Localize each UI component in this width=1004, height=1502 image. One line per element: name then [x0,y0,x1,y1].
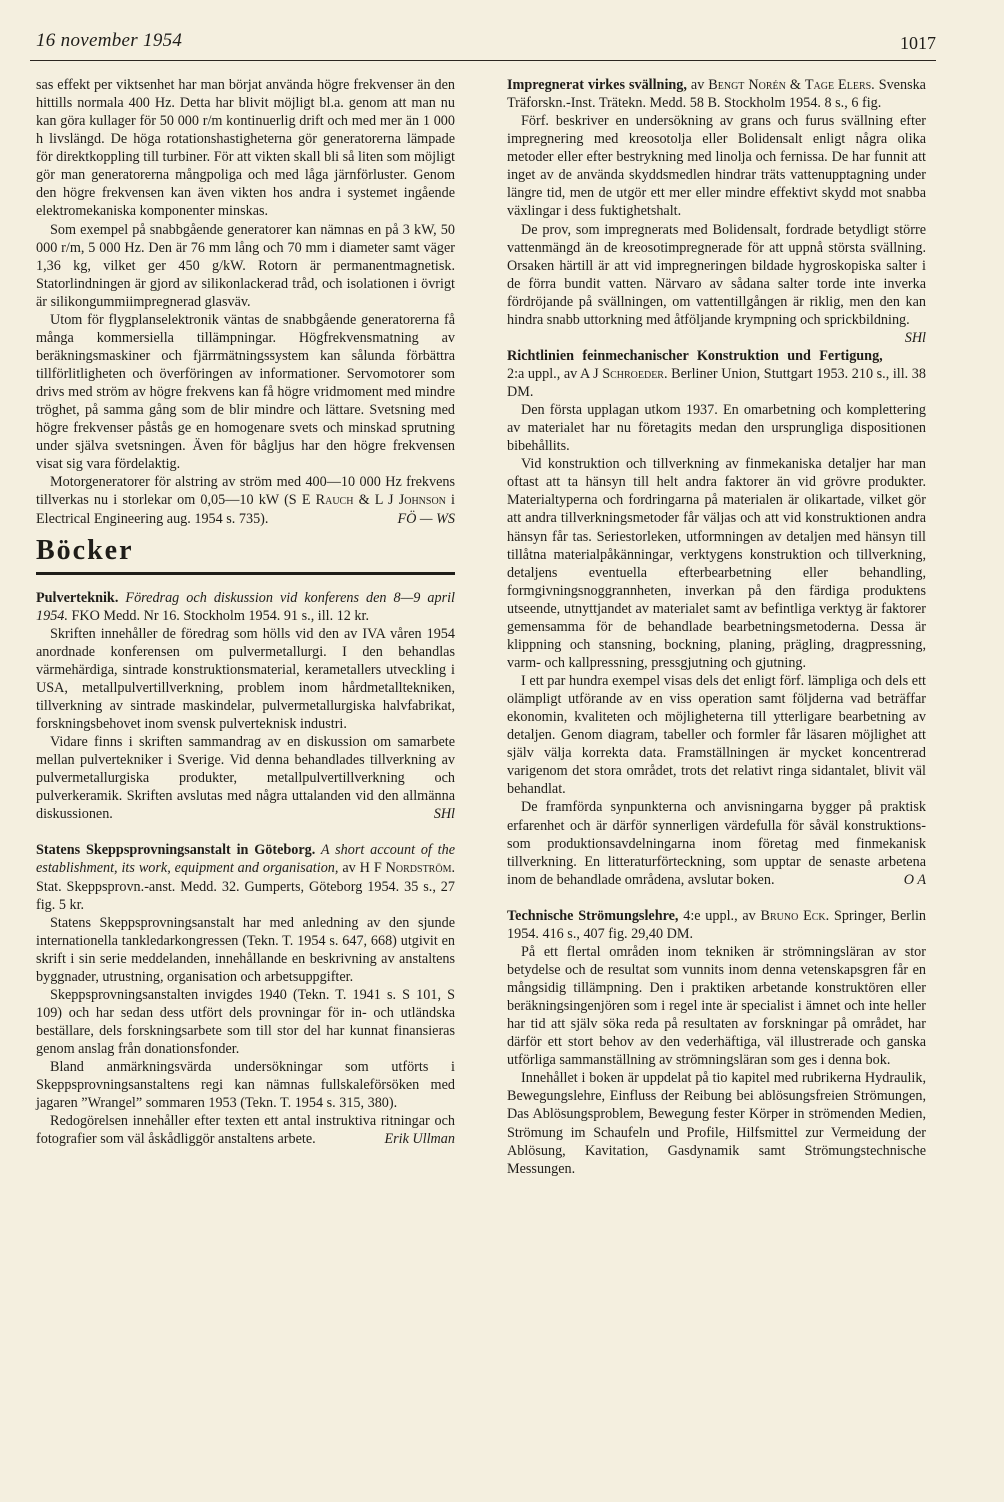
spacer [507,889,926,907]
text: av [686,77,709,93]
signature: FÖ — WS [397,510,455,527]
paragraph: Förf. beskriver en undersökning av grans och furus svällning efter impregnering med kreosotolja eller Bolidensalt enligt några olika metoder eller efter bestrykning med linolja och fernissa. De har funnit att inget av de använda skyddsmedlen hindrar träts vattenupptagning under längre tid, men de utgör ett mer eller mindre effektivt skydd mot snabba växlingar i dess fuktighetshalt. [507,113,926,220]
paragraph: Utom för flygplanselektronik väntas de snabbgående generatorerna få många kommersiella tillämpningar. Högfrekvensmatning av beräkningsmaskiner och fjärrmätningssystem kan sålunda förbättra tillförlitligheten och överföringen av informationer. Servomotorer som drivs med ström av högre frekvens kan få högre vridmoment med mindre tröghet, på samma gång som de blir mindre och lättare. Svetsning med högre frekvenser påstås ge en homogenare svets och minskad sprutning under själva svetsningen. Även för bågljus har den högre frekvensen visat sig vara fördelaktig. [36,311,455,473]
spacer [36,823,455,841]
book-subtitle: Föredrag och diskussion vid konferens den 8—9 april 1954. [36,589,455,624]
section-rule [36,572,455,575]
text: & L J [353,492,399,509]
paragraph [507,798,926,888]
header-rule [30,60,936,61]
text: av H F [338,860,386,877]
book-meta: . Springer, Berlin 1954. 416 s., 407 fig. 29,40 DM. [507,907,926,942]
author-name: Schroeder [602,365,664,382]
paragraph: Statens Skeppsprovningsanstalt har med anledning av den sjunde internationella tankledarkongressen (Tekn. T. 1954 s. 647, 668) utgivit en skrift i sin serie meddelanden, innehållande en beskrivning av anstaltens byggnader, utrustning, organisation och arbetsuppgifter. [36,914,455,985]
text: Vidare finns i skriften sammandrag av en diskussion om samarbete mellan pulvertekniker i Sverige. Vid denna behandlades tillverkning av pulvermetallurgiska produkter, metallpulvertillverkning och pulverkeramik. Skriften avslutas med några uttalanden vid den allmänna diskussionen. [36,734,455,823]
author-name: Rauch [315,492,354,509]
text: 2:a uppl., av A J [507,365,603,382]
paragraph: I ett par hundra exempel visas dels det enligt förf. lämpliga och dels ett olämpligt utförande av en viss operation samt följderna vad beträffar ekonomin, kvaliteten och möjligheterna till ytterligare bearbetning av detaljen. Genom diagram, tabeller och formler får läsaren möjlighet att själv välja korrekta data. Framställningen är mycket koncentrerad varigenom det stora området, trots det relativt ringa sidantalet, blivit väl behandlat. [507,673,926,798]
book-title: Technische Strömungslehre, [507,907,679,924]
paragraph: Som exempel på snabbgående generatorer kan nämnas en på 3 kW, 50 000 r/m, 5 000 Hz. Den är 76 mm lång och 70 mm i diameter samt väger 1,36 kg, vilket ger 450 g/kW. Rotorn är permanentmagnetisk. Statorlindningen är gjord av silikonlackerad tråd, och isolationen i övrigt är silikongummiimpregnerad glasväv. [36,221,455,310]
paragraph: Bland anmärkningsvärda undersökningar som utförts i Skeppsprovningsanstaltens regi kan nämnas fullskaleförsöken med jagaren ”Wrangel” sommaren 1953 (Tekn. T. 1954 s. 315, 380). [36,1059,455,1112]
text: Redogörelsen innehåller efter texten ett antal instruktiva ritningar och fotografier som väl åskådliggör anstaltens arbete. [36,1113,455,1148]
signature: Erik Ullman [384,1131,455,1148]
book-title: Impregnerat virkes svällning, [507,77,687,93]
paragraph [36,733,455,823]
paragraph: På ett flertal områden inom tekniken är strömningsläran av stor betydelse och de resultat som vunnits inom denna vetenskapsgren får en mångsidig tillämpning. Den i praktiken arbetande konstruktören eller beräkningsingenjören som i regel inte är specialist i ämnet och inte heller har tid att själv söka reda på resultaten av forskningar på området, har därför ett stort behov av den vederhäftiga, väl illustrerade och ganska utförliga sammanställning av strömningsläran som ges i denna bok. [507,943,926,1069]
book-review-heading [507,347,926,401]
author-name: Tage Elers [804,77,872,93]
paragraph: Den första upplagan utkom 1937. En omarbetning och komplettering av materialet har nu företagits medan den ursprungliga dispositionen bibehållits. [507,402,926,455]
book-meta: . Svenska Träforskn.-Inst. Trätekn. Medd. 58 B. Stockholm 1954. 8 s., 6 fig. [507,77,926,112]
signature: SHl [433,806,455,823]
left-column [36,76,455,1148]
paragraph: Vid konstruktion och tillverkning av finmekaniska detaljer har man oftast att ta hänsyn till helt andra faktorer än vid grövre produkter. Materialtyperna och fordringarna på materialen är olikartade, vilket gör att andra tillverkningsmetoder får väljas och att vid konstruktionen andra hänsyn får tas. Seriestorleken, utformningen av detaljen med hänsyn till tillåtna materialpåkänningar, verktygens konstruktion och tillverkning, detaljens eventuella efterbearbetning eller behandling, formgivningsnoggrannheten, inverkan på den färdiga produktens utseende, utnyttjandet av materialet samt av befintliga verktyg är faktorer gemensamma för de behandlade bearbetningsmetoderna. Dessa är klippning och stansning, bockning, planing, prägling, dragpressning, varm- och kallpressning, pressgjutning och gjutning. [507,456,926,671]
paragraph [507,221,926,346]
book-title: Pulverteknik. [36,589,119,606]
book-review-heading [36,589,455,625]
paragraph [36,473,455,527]
section-title: Böcker [36,534,134,566]
right-column [507,76,926,1178]
author-name: Nordström [385,860,452,877]
book-title: Richtlinien feinmechanischer Konstruktion und Fertigung, [507,347,883,364]
text: De prov, som impregnerats med Bolidensalt, fordrade betydligt större vattenmängd än de kreosotimpregnerade för att uppnå största svällning. Orsaken härtill är att vid impregneringen bildade hygroskopiska salter i de förra bundit vatten. Närvaro av sådana salter torde inte inverka fördröjande på svällningen, om vattentillgången är riklig, men den kan hindra snabb uttorkning med åtföljande krympning och sprickbildning. [507,221,926,328]
text: i Electrical Engineering aug. 1954 s. 735). [36,492,455,527]
text: 4:e uppl., av [678,907,761,924]
book-review-heading [507,76,926,112]
text: & [785,77,805,93]
author-name: Johnson [398,492,446,509]
paragraph: Skeppsprovningsanstalten invigdes 1940 (Tekn. T. 1941 s. S 101, S 109) och har sedan dess utfört dels provningar för in- och utländska beställare, dels forskningsarbete som till stor del har kunnat finansieras genom anslag från donationsfonder. [36,986,455,1058]
spacer [507,329,926,347]
text: Motorgeneratorer för alstring av ström med 400—10 000 Hz frekvens tillverkas nu i storlekar om 0,05—10 kW (S E [36,474,455,509]
paragraph: Innehållet i boken är uppdelat på tio kapitel med rubrikerna Hydraulik, Bewegungslehre, Einfluss der Reibung bei ablösungsfreien Strömungen, Das Ablösungsproblem, Bewegung fester Körper in strömenden Medien, Strömung im Schaufeln und Profile, Hilfsmittel zur Vermeidung der Ablösung, Kavitation, Gasdynamik samt Strömungstechnische Messungen. [507,1070,926,1177]
author-name: Bengt Norén [708,77,786,93]
issue-date: 16 november 1954 [36,30,183,51]
book-review-heading [36,841,455,913]
paragraph [36,1112,455,1148]
book-title: Statens Skeppsprovningsanstalt in Göteborg. [36,842,316,859]
text: De framförda synpunkterna och anvisningarna bygger på praktisk erfarenhet och är därför synnerligen värdefulla för såväl konstruktions- som produktionsavdelningarna inom företag med finmekanisk tillverkning. En litteraturförteckning, som upptar de senaste arbetena inom de behandlade områdena, avslutar boken. [507,799,926,888]
book-meta: . Berliner Union, Stuttgart 1953. 210 s., ill. 38 DM. [507,365,926,400]
book-subtitle: A short account of the establishment, its work, equipment and organisation, [36,842,456,877]
paragraph: Skriften innehåller de föredrag som hölls vid den av IVA våren 1954 anordnade konferensen om pulvermetallurgi. I den behandlas värmehärdiga, sintrade konstruktionsmaterial, kerametallers utveckling i USA, metallpulvertillverkning, problem inom hårdmetalltekniken, tillverkning av sintrade maskindelar, pulvermetallurgiska halvfabrikat, forskningsbehovet inom svensk pulverteknisk industri. [36,625,455,732]
page-number: 1017 [900,33,936,53]
signature: SHl [904,329,926,346]
book-meta: . Stat. Skeppsprovn.-anst. Medd. 32. Gumperts, Göteborg 1954. 35 s., 27 fig. 5 kr. [36,860,456,913]
signature: O A [903,871,926,888]
book-review-heading [507,907,926,943]
book-meta: FKO Medd. Nr 16. Stockholm 1954. 91 s., ill. 12 kr. [67,607,370,624]
author-name: Bruno Eck [760,907,826,924]
paragraph: sas effekt per viktsenhet har man börjat använda högre frekvenser än den hittills normala 400 Hz. Detta har blivit möjligt bl.a. genom att man nu kan göra kullager för 50 000 r/m kontinuerlig drift och med mer än 1 000 h livslängd. De höga rotationshastigheterna gör generatorerna lämpade för direktkoppling till turbiner. För att vikten skall bli så liten som möjligt gör man generatorerna mångpoliga och med låga järnförluster. Genom den högre frekvensen kan även vikten hos andra i systemet ingående elektromekaniska komponenter minskas. [36,77,455,220]
